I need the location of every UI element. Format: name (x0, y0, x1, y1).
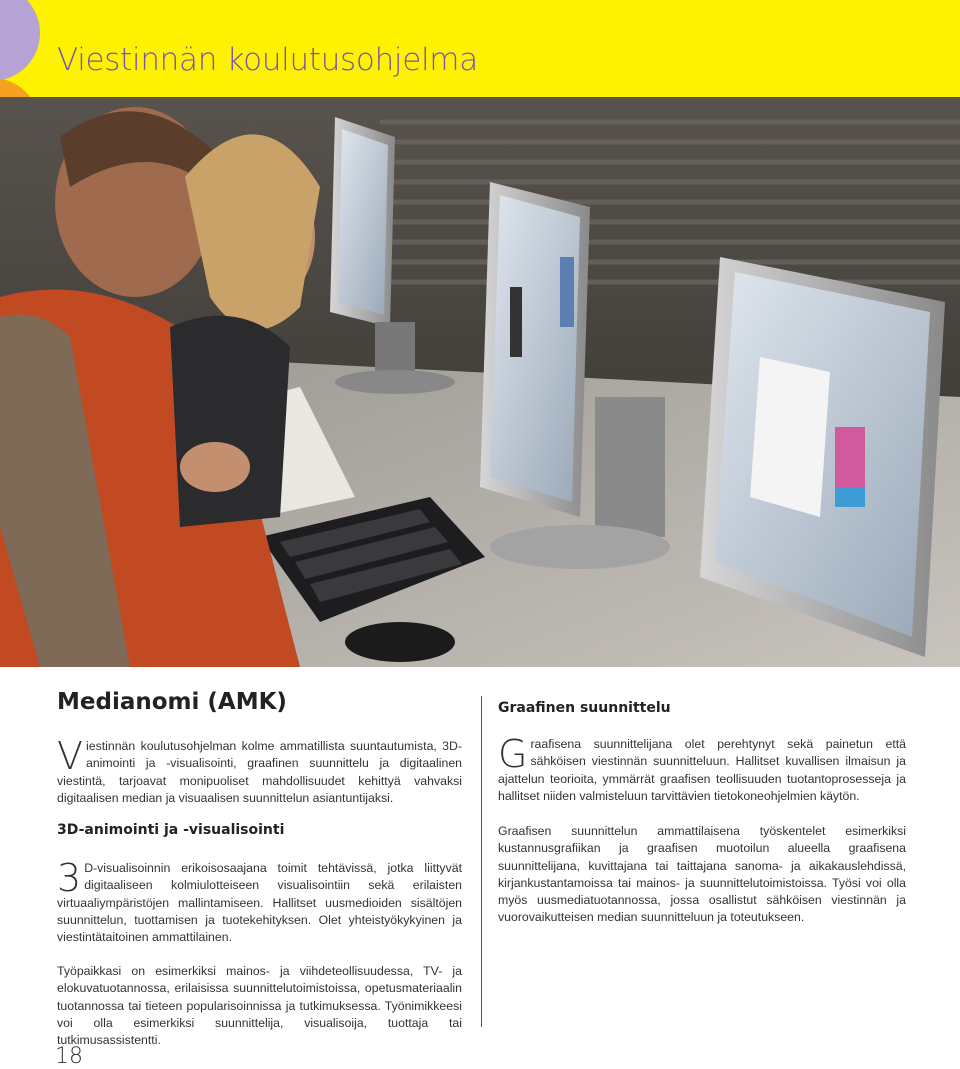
graphic-text-2: Graafisen suunnittelun ammattilaisena työskentelet esimerkiksi kustannusgrafiikan ja graafisen muotoilun alueella graafisena suunnittelijana, kuvittajana tai taittajana sanoma- ja aikakauslehdissä, kirjankustantamoissa tai mainos- ja suunnittelutoimistoissa. Työsi voi olla myös uusmediatuotannossa, jossa osallistut sähköisen viestinnän ja vuorovaikutteisen median suunnitteluun ja toteutukseen. (498, 824, 906, 925)
intro-paragraph (57, 734, 462, 807)
animation-subtitle: 3D-animointi ja -visualisointi (57, 822, 285, 838)
column-divider (481, 696, 482, 1027)
intro-dropcap: V (57, 734, 83, 778)
classroom-photo (0, 97, 960, 667)
page-title: Viestinnän koulutusohjelma (57, 42, 478, 78)
animation-text: D-visualisoinnin erikoisosaajana toimit tehtävissä, jotka liittyvät digitaaliseen kolmiulotteiseen visualisointiin sekä erilaisten virtuaaliympäristöjen mallintamiseen. Hallitset uusmedioiden sisältöjen suunnittelun, tuottamisen ja tuotekehityksen. Olet yhteistyökykyinen ja viestintätaitoinen ammattilainen. (57, 861, 462, 945)
graphic-paragraph-2 (498, 823, 906, 927)
animation-dropcap: 3 (57, 856, 82, 900)
jobs-paragraph (57, 963, 462, 1049)
animation-paragraph (57, 856, 462, 946)
jobs-text: Työpaikkasi on esimerkiksi mainos- ja viihdeteollisuudessa, TV- ja elokuvatuotannossa, erilaisissa suunnittelutoimistoissa, opetusmateriaalin tuotannossa tai tieteen popularisoinnissa ja tutkimuksessa. Työnimikkeesi voi olla esimerkiksi suunnittelija, visualisoija, tuottaja tai tutkimusassistentti. (57, 964, 462, 1048)
photo-students-at-computers-icon (0, 97, 960, 667)
graphic-dropcap: G (498, 732, 528, 776)
graphic-text-1: raafisena suunnittelijana olet perehtynyt sekä painetun että sähköisen viestinnän suunnitteluun. Hallitset kuvallisen ilmaisun ja ajattelun teorioita, ymmärrät graafisen teollisuuden tuotantoprosesseja ja hallitset niiden valmisteluun tarvittävien tietokoneohjelmien käytön. (498, 737, 906, 803)
section-title: Medianomi (AMK) (57, 689, 287, 715)
graphic-design-subtitle: Graafinen suunnittelu (498, 700, 671, 716)
graphic-paragraph-1 (498, 732, 906, 805)
page-number: 18 (55, 1044, 83, 1069)
intro-text: iestinnän koulutusohjelman kolme ammatillista suuntautumista, 3D-animointi ja -visualisointi, graafinen suunnittelu ja digitaalinen viestintä, tarjoavat monipuoliset mahdollisuudet kehittyä vahvaksi digitaalisen median ja visuaalisen suunnittelun asiantuntijaksi. (57, 739, 462, 805)
